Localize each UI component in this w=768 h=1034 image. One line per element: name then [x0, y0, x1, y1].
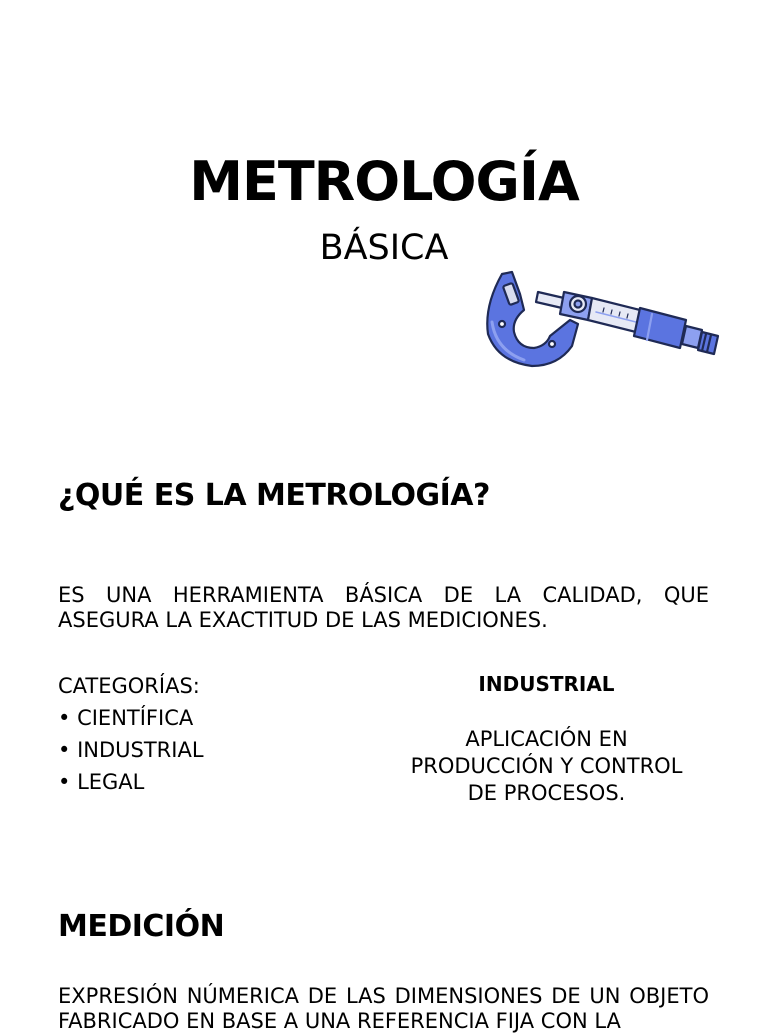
section-heading-metrologia: ¿QUÉ ES LA METROLOGÍA?: [58, 478, 490, 513]
categories-label: CATEGORÍAS:: [58, 674, 200, 698]
medicion-definition: EXPRESIÓN NÚMERICA DE LAS DIMENSIONES DE UN OBJETO FABRICADO EN BASE A UNA REFERENCIA FIJA CON LA: [58, 984, 709, 1033]
list-item: • LEGAL: [58, 766, 204, 798]
categories-list: [58, 702, 204, 798]
section-heading-medicion: MEDICIÓN: [58, 909, 225, 944]
page-title: METROLOGÍA: [189, 150, 579, 213]
list-item: • CIENTÍFICA: [58, 702, 204, 734]
page-subtitle: BÁSICA: [319, 228, 449, 268]
industrial-description: APLICACIÓN EN PRODUCCIÓN Y CONTROL DE PROCESOS.: [410, 727, 683, 805]
list-item: • INDUSTRIAL: [58, 734, 204, 766]
micrometer-icon: [480, 262, 725, 377]
categories-block: [58, 670, 204, 798]
industrial-callout: [395, 672, 698, 807]
industrial-title: INDUSTRIAL: [478, 672, 615, 696]
metrologia-definition: ES UNA HERRAMIENTA BÁSICA DE LA CALIDAD, QUE ASEGURA LA EXACTITUD DE LAS MEDICIONES.: [58, 583, 709, 632]
